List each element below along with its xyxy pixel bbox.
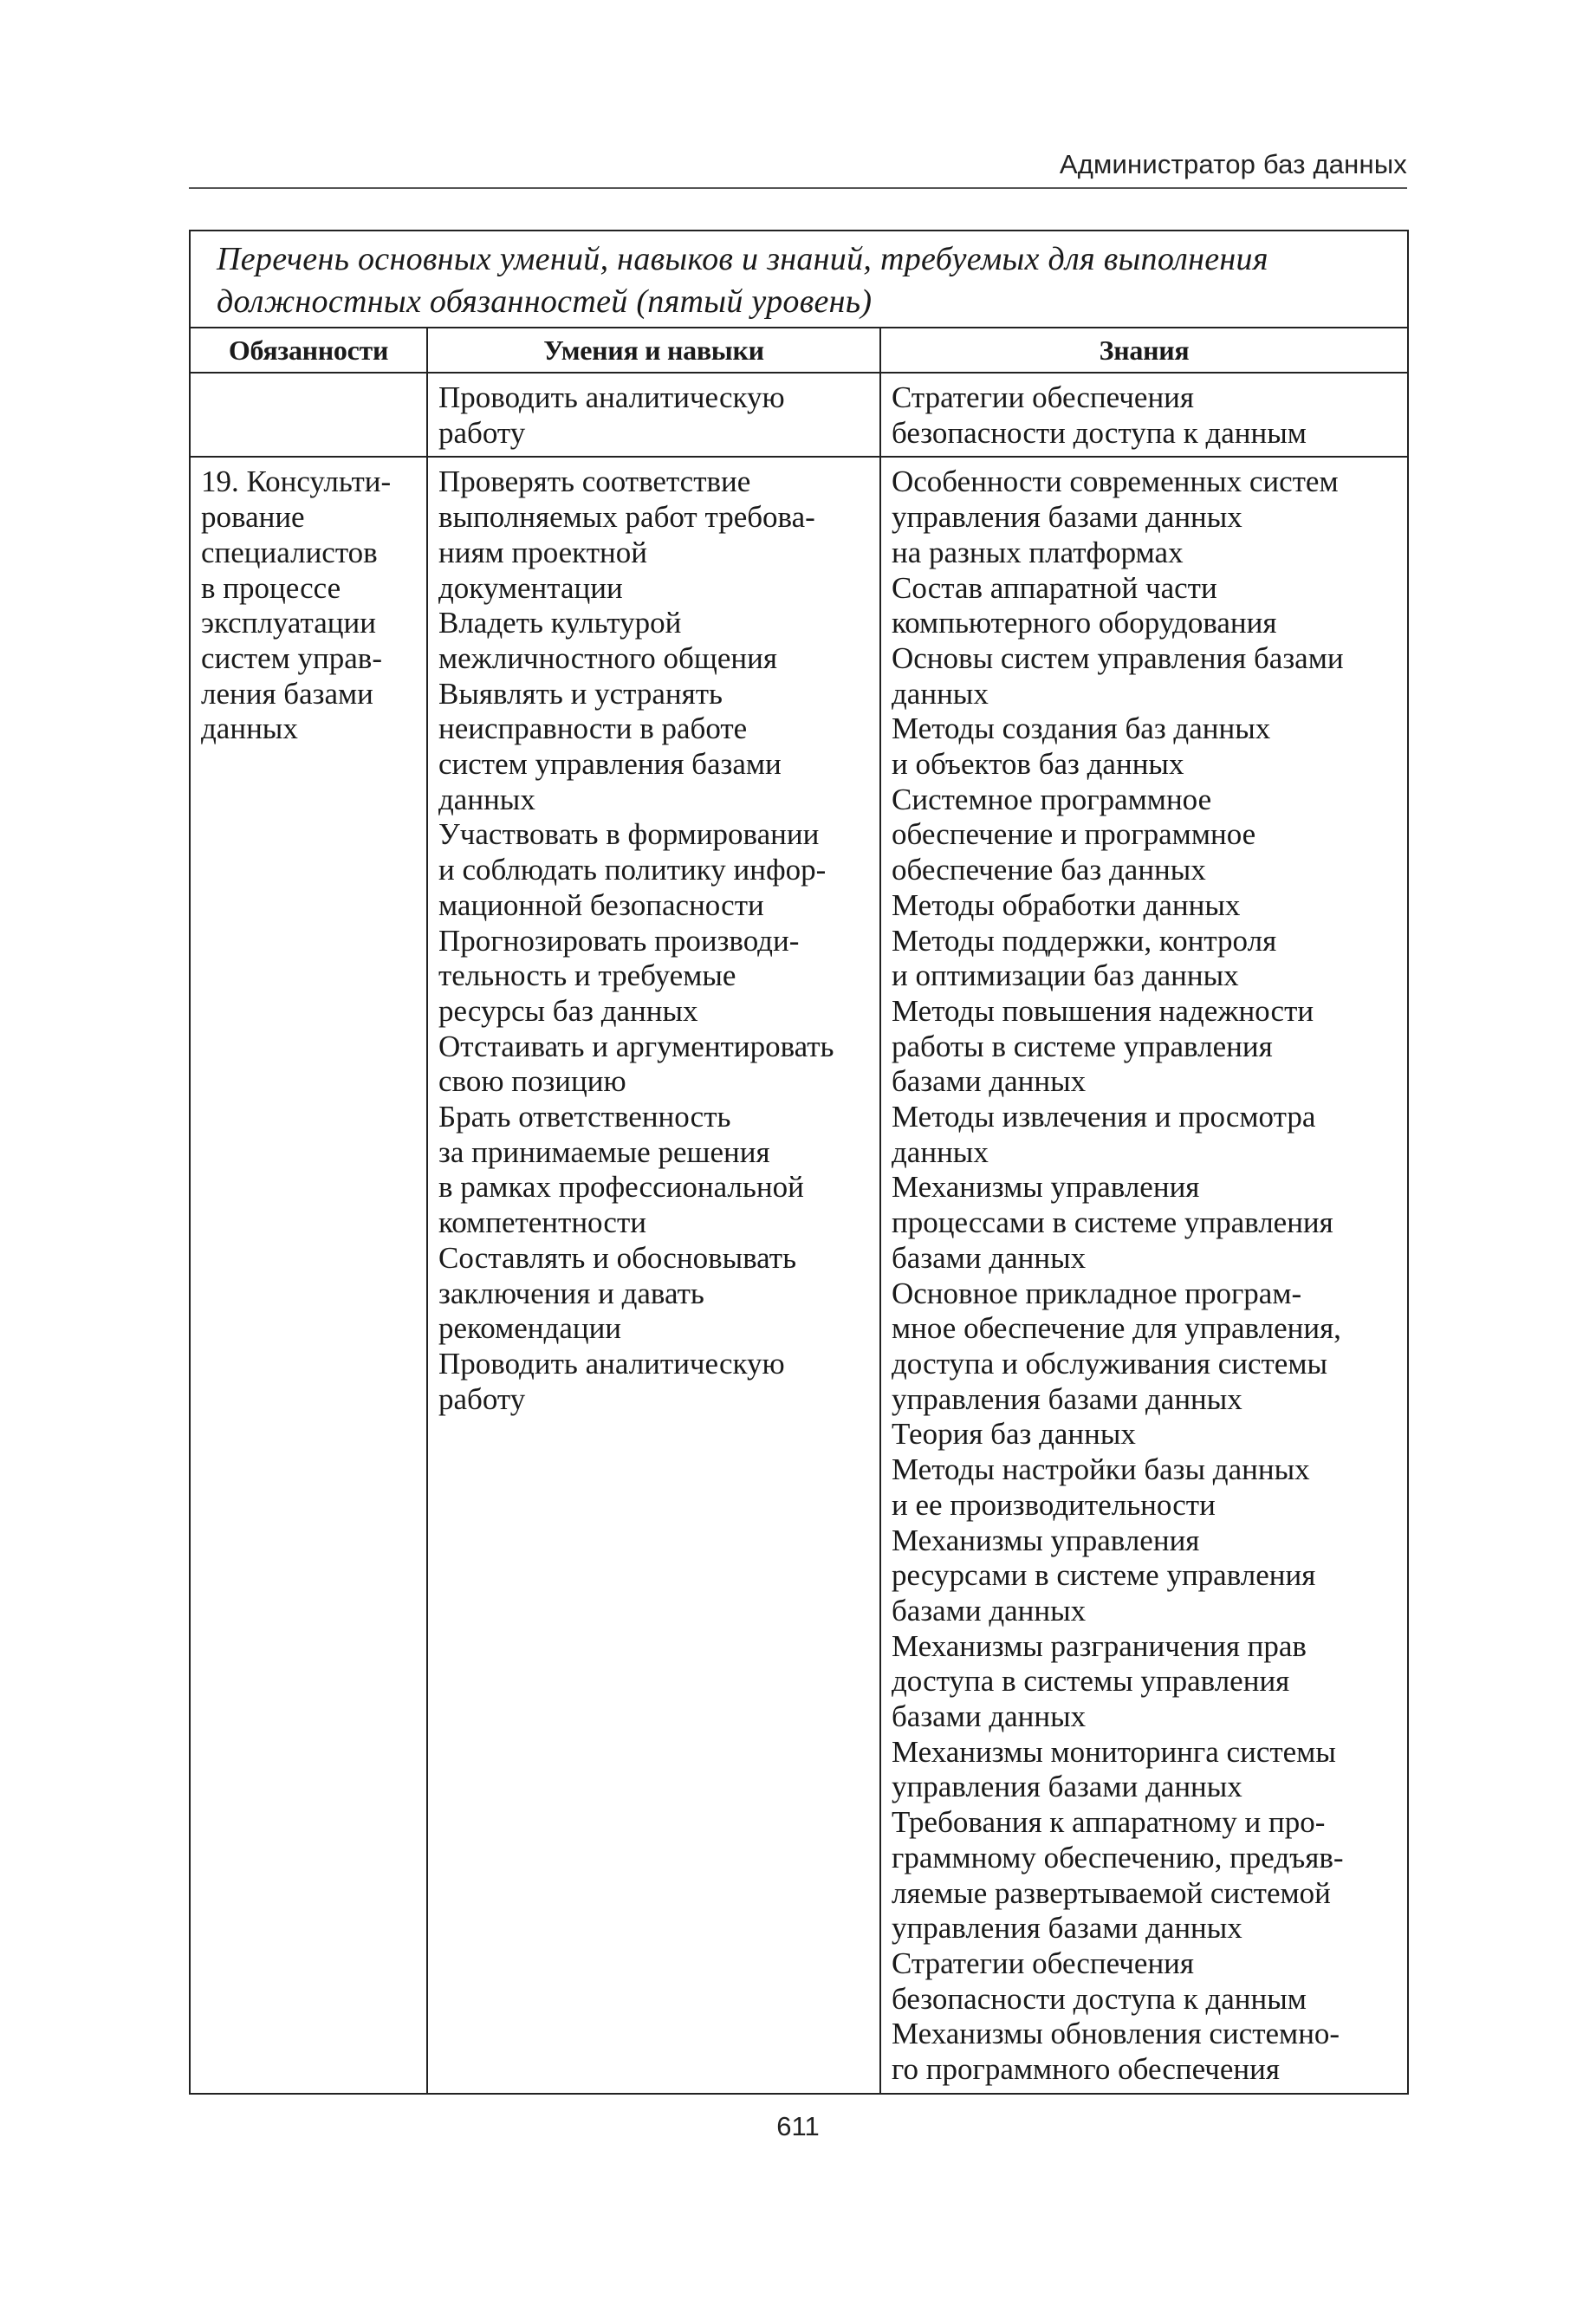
- cell-line: граммному обеспечению, предъяв-: [892, 1840, 1344, 1874]
- cell-line: Методы создания баз данных: [892, 711, 1271, 746]
- page-number: 611: [776, 2111, 820, 2141]
- cell-line: работы в системе управления: [892, 1029, 1273, 1063]
- cell-line: базами данных: [892, 1699, 1087, 1734]
- cell-line: за принимаемые решения: [438, 1134, 770, 1169]
- cell-line: Основное прикладное програм-: [892, 1276, 1302, 1310]
- cell-line: базами данных: [892, 1240, 1087, 1275]
- cell-line: ресурсы баз данных: [438, 993, 698, 1028]
- cell-line: Системное программное: [892, 782, 1212, 816]
- cell-line: Особенности современных систем: [892, 465, 1339, 499]
- knowledge-cell: [880, 457, 1408, 2093]
- duties-cell: [190, 373, 427, 457]
- caption-line: должностных обязанностей (пятый уровень): [217, 283, 873, 320]
- cell-line: эксплуатации: [201, 606, 377, 640]
- cell-line: доступа в системы управления: [892, 1664, 1290, 1699]
- cell-line: и соблюдать политику инфор-: [438, 853, 827, 887]
- cell-line: рекомендации: [438, 1311, 622, 1346]
- cell-line: Основы систем управления базами: [892, 640, 1344, 675]
- cell-line: и объектов баз данных: [892, 747, 1184, 782]
- cell-line: систем управления базами: [438, 747, 782, 782]
- cell-line: управления базами данных: [892, 1911, 1242, 1946]
- cell-line: и ее производительности: [892, 1487, 1216, 1522]
- skills-cell: [427, 373, 880, 457]
- cell-line: неисправности в работе: [438, 711, 748, 746]
- table-caption-row: [190, 231, 1408, 328]
- cell-line: Владеть культурой: [438, 606, 682, 640]
- cell-line: процессами в системе управления: [892, 1205, 1333, 1240]
- cell-line: обеспечение баз данных: [892, 853, 1206, 887]
- cell-line: доступа и обслуживания системы: [892, 1346, 1328, 1381]
- cell-line: управления базами данных: [892, 500, 1242, 535]
- cell-line: свою позицию: [438, 1064, 626, 1099]
- cell-line: Механизмы управления: [892, 1170, 1200, 1205]
- cell-line: безопасности доступа к данным: [892, 415, 1307, 450]
- cell-line: Прогнозировать производи-: [438, 923, 800, 958]
- duties-cell: [190, 457, 427, 2093]
- cell-line: и оптимизации баз данных: [892, 958, 1239, 993]
- table-row: [190, 457, 1408, 2093]
- cell-line: базами данных: [892, 1593, 1087, 1628]
- cell-line: Проверять соответствие: [438, 465, 751, 499]
- cell-line: в процессе: [201, 570, 341, 605]
- cell-line: Методы повышения надежности: [892, 993, 1314, 1028]
- cell-line: мное обеспечение для управления,: [892, 1311, 1341, 1346]
- cell-line: Механизмы разграничения прав: [892, 1628, 1307, 1663]
- table-header-row: [190, 328, 1408, 373]
- cell-line: ляемые развертываемой системой: [892, 1875, 1331, 1910]
- cell-line: тельность и требуемые: [438, 958, 736, 993]
- cell-line: компетентности: [438, 1205, 646, 1240]
- cell-line: систем управ-: [201, 640, 382, 675]
- competency-table: [189, 230, 1409, 2095]
- cell-line: управления базами данных: [892, 1381, 1242, 1416]
- cell-line: Механизмы мониторинга системы: [892, 1734, 1336, 1769]
- cell-line: управления базами данных: [892, 1770, 1242, 1804]
- cell-line: го программного обеспечения: [892, 2052, 1280, 2087]
- skills-cell: [427, 457, 880, 2093]
- cell-line: Методы извлечения и просмотра: [892, 1100, 1316, 1134]
- cell-line: обеспечение и программное: [892, 817, 1256, 852]
- cell-line: на разных платформах: [892, 535, 1184, 569]
- cell-line: в рамках профессиональной: [438, 1170, 804, 1205]
- cell-line: Методы обработки данных: [892, 887, 1241, 922]
- cell-line: данных: [892, 676, 989, 711]
- cell-line: выполняемых работ требова-: [438, 500, 815, 535]
- cell-line: заключения и давать: [438, 1276, 704, 1310]
- cell-line: Методы поддержки, контроля: [892, 923, 1277, 958]
- cell-line: Составлять и обосновывать: [438, 1240, 797, 1275]
- cell-line: специалистов: [201, 535, 378, 569]
- cell-line: Требования к аппаратному и про-: [892, 1805, 1326, 1840]
- header-duties: Обязанности: [190, 328, 427, 373]
- cell-line: Проводить аналитическую: [438, 1346, 785, 1381]
- cell-line: Отстаивать и аргументировать: [438, 1029, 834, 1063]
- cell-line: Выявлять и устранять: [438, 676, 723, 711]
- cell-line: Механизмы обновления системно-: [892, 2017, 1340, 2051]
- cell-line: компьютерного оборудования: [892, 606, 1277, 640]
- cell-line: межличностного общения: [438, 640, 777, 675]
- running-head-title: Администратор баз данных: [1059, 149, 1407, 179]
- cell-line: данных: [201, 711, 298, 746]
- cell-line: ления базами: [201, 676, 373, 711]
- cell-line: данных: [438, 782, 535, 816]
- cell-line: Стратегии обеспечения: [892, 1946, 1195, 1980]
- cell-line: Методы настройки базы данных: [892, 1452, 1310, 1487]
- cell-line: ресурсами в системе управления: [892, 1558, 1316, 1593]
- cell-line: рование: [201, 500, 305, 535]
- cell-line: базами данных: [892, 1064, 1087, 1099]
- knowledge-cell: [880, 373, 1408, 457]
- header-knowledge: Знания: [880, 328, 1408, 373]
- cell-line: Проводить аналитическую: [438, 380, 785, 414]
- running-head: [189, 146, 1407, 189]
- caption-line: Перечень основных умений, навыков и знаний, требуемых для выполнения: [217, 241, 1268, 277]
- cell-line: Брать ответственность: [438, 1100, 731, 1134]
- cell-line: работу: [438, 415, 526, 450]
- cell-line: документации: [438, 570, 623, 605]
- cell-line: работу: [438, 1381, 526, 1416]
- cell-line: Теория баз данных: [892, 1417, 1136, 1452]
- cell-line: Стратегии обеспечения: [892, 380, 1195, 414]
- cell-line: данных: [892, 1134, 989, 1169]
- cell-line: безопасности доступа к данным: [892, 1981, 1307, 2016]
- cell-line: 19. Консульти-: [201, 465, 392, 499]
- cell-line: Участвовать в формировании: [438, 817, 820, 852]
- cell-line: Механизмы управления: [892, 1523, 1200, 1557]
- table-caption: [190, 231, 1408, 328]
- table-row: [190, 373, 1408, 457]
- header-skills: Умения и навыки: [427, 328, 880, 373]
- cell-line: ниям проектной: [438, 535, 647, 569]
- cell-line: мационной безопасности: [438, 887, 764, 922]
- cell-line: Состав аппаратной части: [892, 570, 1217, 605]
